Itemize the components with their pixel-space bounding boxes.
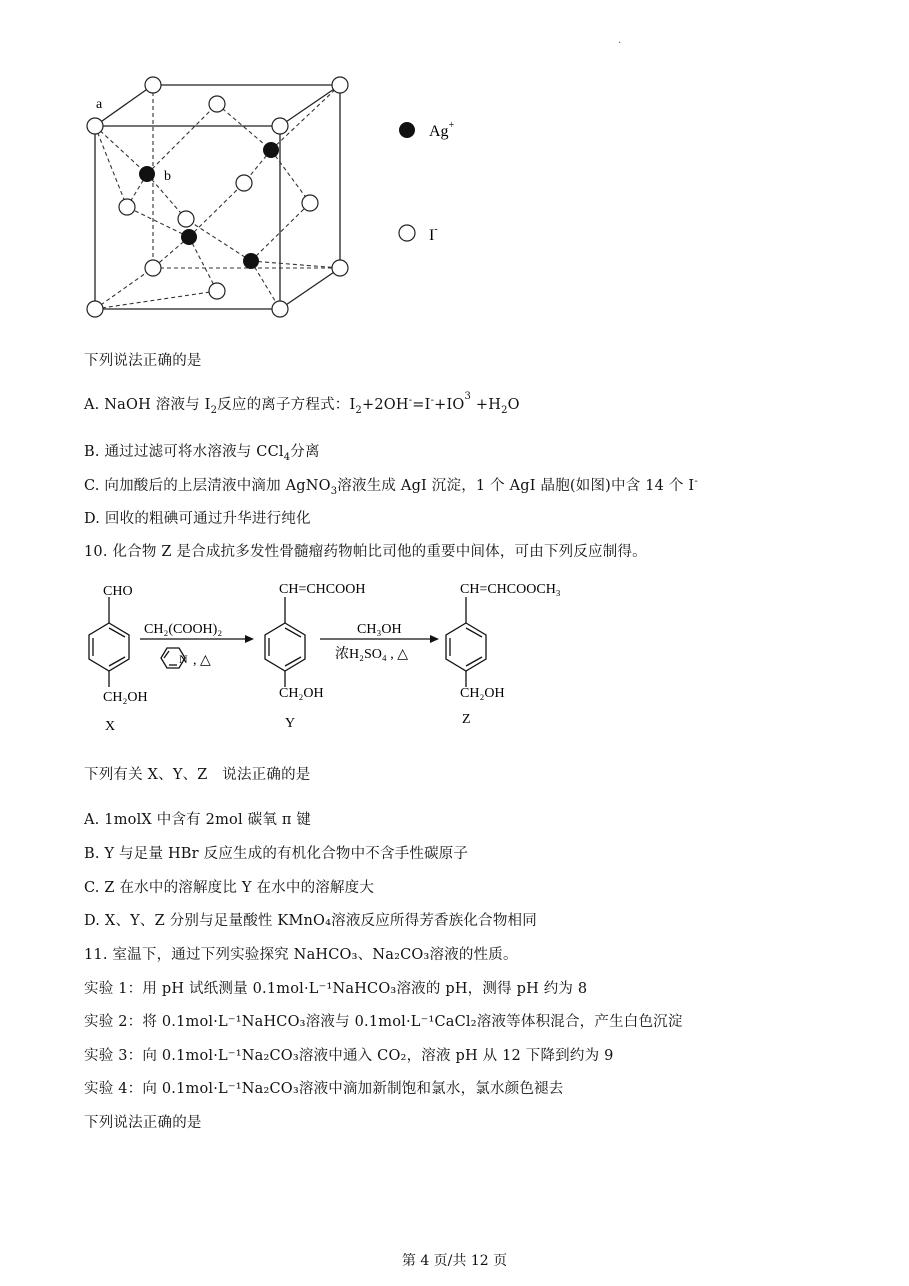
iodide-ion: [87, 301, 103, 317]
iodide-ion: [178, 211, 194, 227]
y-top-group: CH=CHCOOH: [279, 582, 366, 597]
legend-i-label: I: [429, 227, 435, 244]
arrow1-reagent: CH₂(COOH)₂: [144, 622, 223, 637]
iodide-ion: [272, 118, 288, 134]
x-top-group: CHO: [103, 584, 133, 599]
q10-option-b: B. Y 与足量 HBr 反应生成的有机化合物中不含手性碳原子: [84, 846, 469, 862]
reaction-scheme: [0, 575, 909, 745]
q11-experiment-3: 实验 3：向 0.1mol·L⁻¹Na₂CO₃溶液中通入 CO₂，溶液 pH 从 12 下降到约为 9: [84, 1048, 614, 1064]
q10-option-a: A. 1molX 中含有 2mol 碳氧 π 键: [84, 812, 312, 828]
q11-stem-2: 下列说法正确的是: [84, 1115, 202, 1131]
q11-experiment-2: 实验 2：将 0.1mol·L⁻¹NaHCO₃溶液与 0.1mol·L⁻¹CaCl₂溶液等体积混合，产生白色沉淀: [84, 1014, 683, 1030]
legend-i-symbol: [399, 225, 415, 241]
silver-ion: [139, 166, 155, 182]
iodide-ion: [145, 77, 161, 93]
iodide-ion: [145, 260, 161, 276]
z-bottom-group: CH₂OH: [460, 686, 505, 701]
legend-ag-label: Ag: [429, 123, 449, 140]
atom-label-a: a: [96, 97, 103, 112]
q11-experiment-4: 实验 4：向 0.1mol·L⁻¹Na₂CO₃溶液中滴加新制饱和氯水，氯水颜色褪去: [84, 1081, 564, 1097]
q10-option-c: C. Z 在水中的溶解度比 Y 在水中的溶解度大: [84, 880, 375, 896]
iodide-ion: [209, 283, 225, 299]
q10-stem: 10. 化合物 Z 是合成抗多发性骨髓瘤药物帕比司他的重要中间体，可由下列反应制得。: [84, 544, 647, 560]
iodide-ion: [332, 77, 348, 93]
silver-ion: [263, 142, 279, 158]
silver-ion: [243, 253, 259, 269]
iodide-ion: [332, 260, 348, 276]
q9-option-d: D. 回收的粗碘可通过升华进行纯化: [84, 511, 311, 527]
iodide-ion: [236, 175, 252, 191]
q10-stem-2: 下列有关 X、Y、Z 说法正确的是: [84, 767, 311, 783]
q9-option-a: A. NaOH 溶液与 $I_2$反应的离子方程式：$I_2+2OH^-=I^-+IO^3 +H_2O$: [84, 391, 520, 416]
arrow2-reagent: CH₃OH: [357, 622, 402, 637]
atom-label-b: b: [164, 169, 171, 184]
svg-text:I-: I-: [429, 224, 438, 244]
iodide-ion: [272, 301, 288, 317]
compound-z-label: Z: [462, 712, 471, 727]
x-bottom-group: CH₂OH: [103, 690, 148, 705]
page-footer: 第 4 页/共 12 页: [401, 1253, 508, 1269]
q10-option-d: D. X、Y、Z 分别与足量酸性 KMnO₄溶液反应所得芳香族化合物相同: [84, 913, 537, 929]
q11-experiment-1: 实验 1：用 pH 试纸测量 0.1mol·L⁻¹NaHCO₃溶液的 pH，测得 pH 约为 8: [84, 981, 588, 997]
silver-ion: [181, 229, 197, 245]
y-bottom-group: CH₂OH: [279, 686, 324, 701]
agi-unit-cell-diagram: [0, 0, 909, 340]
pyridine-n: N: [179, 652, 188, 666]
q9-option-c: C. 向加酸后的上层清液中滴加 AgNO$_3$溶液生成 AgI 沉淀，1 个 AgI 晶胞(如图)中含 14 个 I-: [84, 476, 698, 497]
iodide-ion: [302, 195, 318, 211]
legend-ag-symbol: [399, 122, 415, 138]
svg-text:Ag+: Ag+: [429, 120, 455, 140]
q11-stem: 11. 室温下，通过下列实验探究 NaHCO₃、Na₂CO₃溶液的性质。: [84, 947, 518, 963]
stray-dot: ·: [618, 38, 622, 49]
z-top-group: CH=CHCOOCH₃: [460, 582, 561, 597]
iodide-ion: [87, 118, 103, 134]
iodide-ion: [209, 96, 225, 112]
q9-option-b: B. 通过过滤可将水溶液与 CCl$_4$分离: [84, 444, 320, 463]
arrow2-condition: 浓H₂SO₄ , △: [335, 647, 409, 662]
compound-x-label: X: [105, 719, 116, 734]
iodide-ion: [119, 199, 135, 215]
q9-stem: 下列说法正确的是: [84, 353, 202, 369]
arrow1-condition: , △: [193, 653, 211, 668]
compound-y-label: Y: [285, 716, 296, 731]
